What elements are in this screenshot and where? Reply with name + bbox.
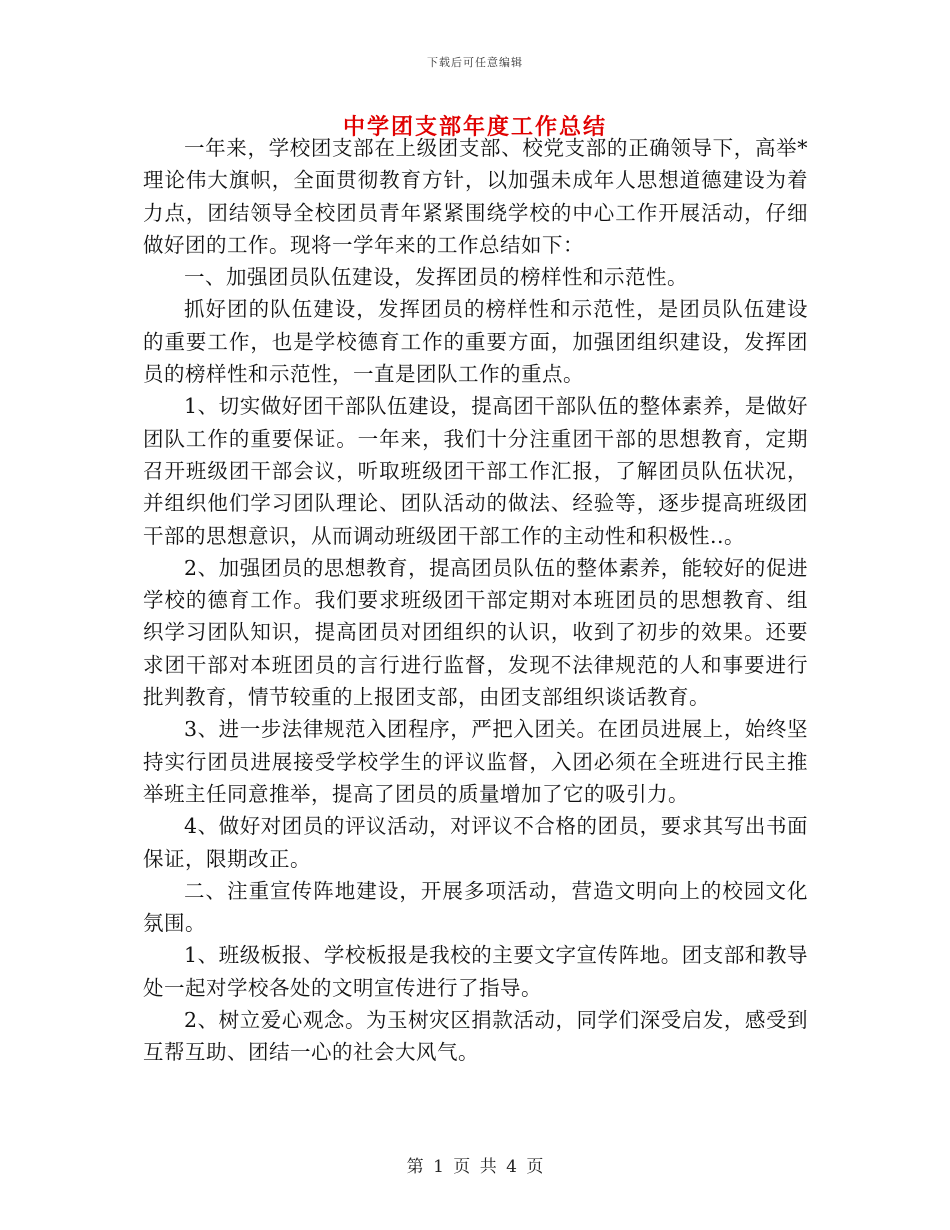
paragraph-item-2: 2、树立爱心观念。为玉树灾区捐款活动，同学们深受启发，感受到互帮互助、团结一心的社会大风气。 bbox=[143, 1008, 808, 1065]
paragraph-item-1: 1、切实做好团干部队伍建设，提高团干部队伍的整体素养，是做好团队工作的重要保证。一年来，我们十分注重团干部的思想教育，定期召开班级团干部会议，听取班级团干部工作汇报，了解团员队伍状况，并组织他们学习团队理论、团队活动的做法、经验等，逐步提高班级团干部的思想意识，从而调动班级团干部工作的主动性和积极性..。 bbox=[143, 394, 808, 548]
paragraph-item-4: 4、做好对团员的评议活动，对评议不合格的团员，要求其写出书面保证，限期改正。 bbox=[143, 814, 808, 871]
document-body bbox=[143, 132, 808, 1069]
document-title: 中学团支部年度工作总结 bbox=[342, 114, 607, 140]
section-heading-1: 一、加强团员队伍建设，发挥团员的榜样性和示范性。 bbox=[184, 265, 688, 290]
paragraph-item-2: 2、加强团员的思想教育，提高团员队伍的整体素养，能较好的促进学校的德育工作。我们要求班级团干部定期对本班团员的思想教育、组织学习团队知识，提高团员对团组织的认识，收到了初步的效果。还要求团干部对本班团员的言行进行监督，发现不法律规范的人和事要进行批判教育，情节较重的上报团支部，由团支部组织谈话教育。 bbox=[143, 555, 808, 710]
section-heading-2: 二、注重宣传阵地建设，开展多项活动，营造文明向上的校园文化氛围。 bbox=[143, 878, 808, 936]
paragraph: 抓好团的队伍建设，发挥团员的榜样性和示范性，是团员队伍建设的重要工作，也是学校德育工作的重要方面，加强团组织建设，发挥团员的榜样性和示范性，一直是团队工作的重点。 bbox=[143, 297, 808, 387]
paragraph-item-1: 1、班级板报、学校板报是我校的主要文字宣传阵地。团支部和教导处一起对学校各处的文明宣传进行了指导。 bbox=[143, 943, 808, 1000]
paragraph-item-3: 3、进一步法律规范入团程序，严把入团关。在团员进展上，始终坚持实行团员进展接受学校学生的评议监督，入团必须在全班进行民主推举班主任同意推举，提高了团员的质量增加了它的吸引力。 bbox=[143, 717, 808, 806]
header-note: 下载后可任意编辑 bbox=[427, 56, 523, 69]
page-number: 第 1 页 共 4 页 bbox=[406, 1157, 544, 1177]
paragraph-intro: 一年来，学校团支部在上级团支部、校党支部的正确领导下，高举*理论伟大旗帜，全面贯彻教育方针，以加强未成年人思想道德建设为着力点，团结领导全校团员青年紧紧围绕学校的中心工作开展活动，仔细做好团的工作。现将一学年来的工作总结如下： bbox=[143, 136, 808, 257]
